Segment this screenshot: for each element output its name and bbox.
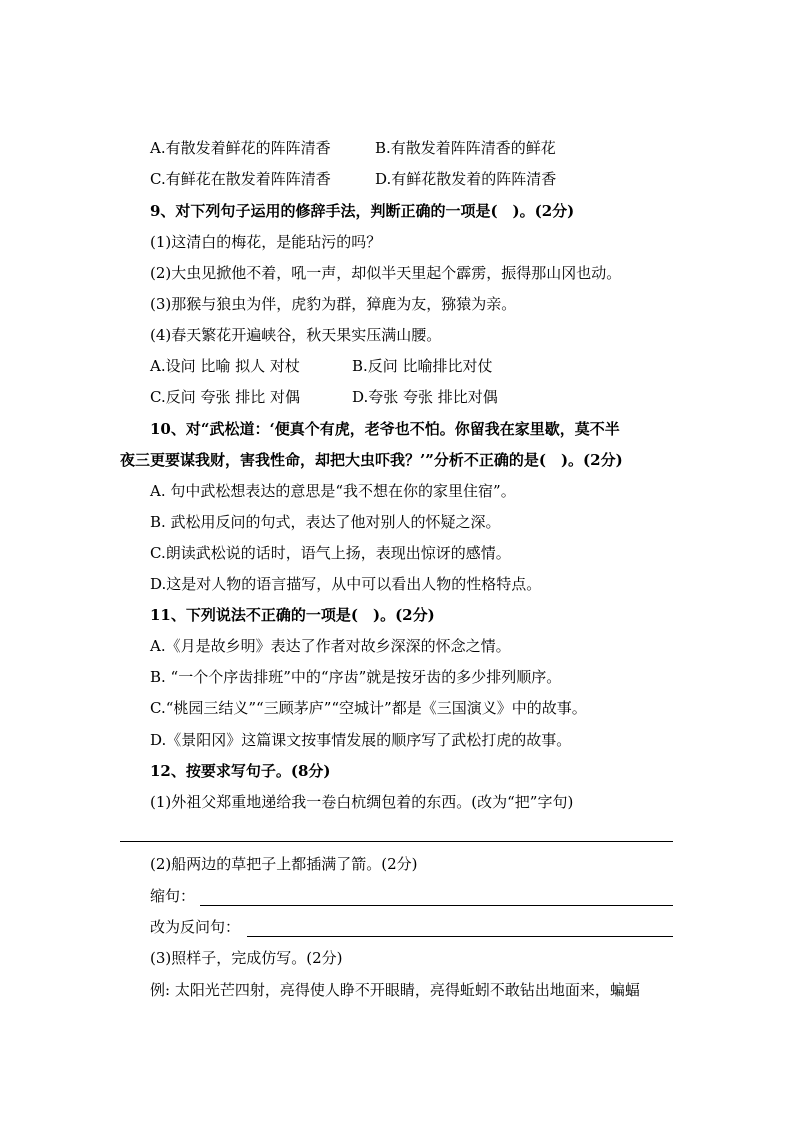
q12-item-1-answer-line[interactable] [120,841,673,842]
q9-sentence-3: (3)那猴与狼虫为伴，虎豹为群，獐鹿为友，猕猿为亲。 [150,295,517,313]
q9-sentence-4: (4)春天繁花开遍峡谷，秋天果实压满山腰。 [150,326,442,344]
q11-option-a: A.《月是故乡明》表达了作者对故乡深深的怀念之情。 [150,637,511,655]
q10-option-b: B. 武松用反问的句式，表达了他对别人的怀疑之深。 [150,513,501,531]
q8-option-d: D.有鲜花散发着的阵阵清香 [375,170,557,188]
q12-shorten-label: 缩句： [150,887,196,905]
q9-option-c: C.反问 夸张 排比 对偶 [150,388,301,406]
q11-option-b: B. “一个个序齿排班”中的“序齿”就是按牙齿的多少排列顺序。 [150,668,562,686]
q11-option-c: C.“桃园三结义”“三顾茅庐”“空城计”都是《三国演义》中的故事。 [150,699,587,717]
q12-rhetorical-label: 改为反问句： [150,918,241,936]
q9-option-d: D.夸张 夸张 排比对偶 [352,388,498,406]
q9-title: 9、对下列句子运用的修辞手法，判断正确的一项是( )。(2分) [150,202,575,220]
q10-title-line-1: 10、对“武松道：‘便真个有虎，老爷也不怕。你留我在家里歇，莫不半 [150,420,620,438]
q8-options-row-1 [150,138,556,158]
q12-item-1: (1)外祖父郑重地递给我一卷白杭绸包着的东西。(改为“把”字句) [150,793,574,811]
q8-option-c: C.有鲜花在散发着阵阵清香 [150,170,331,188]
q10-option-c: C.朗读武松说的话时，语气上扬，表现出惊讶的感情。 [150,544,511,562]
q8-option-b: B.有散发着阵阵清香的鲜花 [375,139,556,157]
q11-title: 11、下列说法不正确的一项是( )。(2分) [150,606,435,624]
q12-item-3: (3)照样子，完成仿写。(2分) [150,949,343,967]
q9-sentence-1: (1)这清白的梅花，是能玷污的吗？ [150,233,382,251]
q9-options-row-2 [150,387,498,407]
q12-example: 例: 太阳光芒四射，亮得使人睁不开眼睛，亮得蚯蚓不敢钻出地面来，蝙蝠 [150,981,640,999]
q12-title: 12、按要求写句子。(8分) [150,762,331,780]
q8-options-row-2 [150,169,556,189]
q10-option-a: A. 句中武松想表达的意思是“我不想在你的家里住宿”。 [150,482,516,500]
q8-option-a: A.有散发着鲜花的阵阵清香 [150,139,331,157]
q9-options-row-1 [150,356,493,376]
q12-item-2: (2)船两边的草把子上都插满了箭。(2分) [150,855,418,873]
q11-option-d: D.《景阳冈》这篇课文按事情发展的顺序写了武松打虎的故事。 [150,731,572,749]
q10-option-d: D.这是对人物的语言描写，从中可以看出人物的性格特点。 [150,575,542,593]
q12-shorten-answer-line[interactable] [200,905,673,906]
q10-title-line-2: 夜三更要谋我财，害我性命，却把大虫吓我？’”分析不正确的是( )。(2分) [120,451,623,469]
q9-option-b: B.反问 比喻排比对仗 [352,357,493,375]
q9-option-a: A.设问 比喻 拟人 对杖 [150,357,300,375]
q9-sentence-2: (2)大虫见掀他不着，吼一声，却似半天里起个霹雳，振得那山冈也动。 [150,264,622,282]
q12-rhetorical-answer-line[interactable] [247,936,673,937]
